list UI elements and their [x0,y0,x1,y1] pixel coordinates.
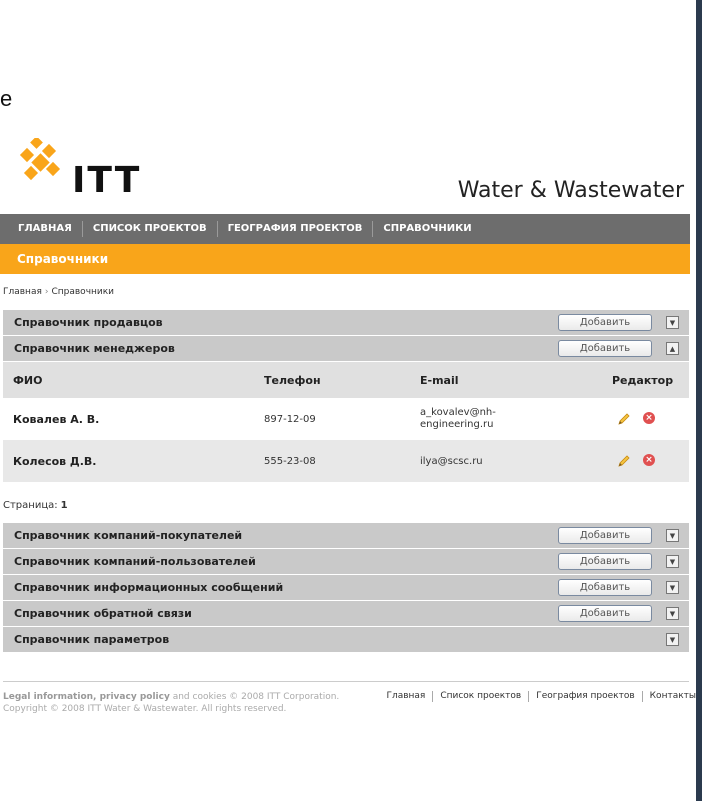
legal-text: and cookies © 2008 ITT Corporation. [172,692,340,702]
ref-row-users [3,549,689,574]
ref-row-parameters [3,627,689,652]
tagline: Water & Wastewater [457,178,684,203]
pager [3,500,68,511]
footer-link-projects[interactable]: Список проектов [433,691,529,702]
col-header-editor: Редактор [612,373,674,387]
expand-toggle-icon[interactable]: ▼ [666,581,679,594]
collapse-toggle-icon[interactable]: ▲ [666,342,679,355]
managers-table [3,362,689,482]
expand-toggle-icon[interactable]: ▼ [666,607,679,620]
add-button[interactable]: Добавить [558,340,652,357]
col-header-name: ФИО [13,373,43,387]
expand-toggle-icon[interactable]: ▼ [666,316,679,329]
footer-link-geography[interactable]: География проектов [529,691,642,702]
ref-title[interactable]: Справочник менеджеров [14,342,175,355]
cell-name: Ковалев А. В. [13,412,100,426]
expand-toggle-icon[interactable]: ▼ [666,555,679,568]
expand-toggle-icon[interactable]: ▼ [666,529,679,542]
col-header-phone: Телефон [264,373,321,387]
breadcrumb [3,287,114,297]
ref-row-sellers [3,310,689,335]
legal-link[interactable]: Legal information, privacy policy [3,692,170,702]
logo-text: ITT [72,160,142,201]
stray-character: e [0,86,13,111]
nav-item-projects[interactable]: СПИСОК ПРОЕКТОВ [83,221,218,237]
row-actions [612,454,689,468]
expand-toggle-icon[interactable]: ▼ [666,633,679,646]
add-button[interactable]: Добавить [558,553,652,570]
ref-title[interactable]: Справочник параметров [14,633,170,646]
breadcrumb-current: Справочники [51,287,115,297]
copyright-text: Copyright © 2008 ITT Water & Wastewater. All rights reserved. [3,704,287,714]
add-button[interactable]: Добавить [558,527,652,544]
footer-link-contacts[interactable]: Контакты [649,691,696,701]
col-header-email: E-mail [420,373,459,387]
section-title: Справочники [17,252,109,266]
footer-links [379,691,696,702]
table-header [3,362,689,398]
ref-row-messages [3,575,689,600]
nav-item-geography[interactable]: ГЕОГРАФИЯ ПРОЕКТОВ [218,221,374,237]
ref-row-feedback [3,601,689,626]
footer-link-home[interactable]: Главная [379,691,433,702]
add-button[interactable]: Добавить [558,579,652,596]
table-row [3,440,689,482]
site-header [0,130,690,212]
breadcrumb-home[interactable]: Главная [3,287,42,297]
nav-item-home[interactable]: ГЛАВНАЯ [8,221,83,237]
cell-phone: 555-23-08 [264,455,316,467]
add-button[interactable]: Добавить [558,605,652,622]
ref-row-buyers [3,523,689,548]
ref-title[interactable]: Справочник компаний-пользователей [14,555,256,568]
ref-title[interactable]: Справочник обратной связи [14,607,192,620]
footer-legal [3,691,363,715]
window-edge-bar [696,0,702,801]
pencil-icon[interactable] [617,454,631,468]
ref-title[interactable]: Справочник информационных сообщений [14,581,284,594]
ref-title[interactable]: Справочник компаний-покупателей [14,529,243,542]
ref-title[interactable]: Справочник продавцов [14,316,163,329]
table-row [3,398,689,440]
pager-label: Страница: [3,500,58,511]
row-actions [612,412,689,426]
delete-icon[interactable]: × [643,454,655,466]
ref-row-managers [3,336,689,361]
nav-item-references[interactable]: СПРАВОЧНИКИ [383,223,472,234]
cell-email: a_kovalev@nh- engineering.ru [420,407,496,430]
add-button[interactable]: Добавить [558,314,652,331]
itt-logo-icon [18,138,64,186]
main-nav [0,214,690,244]
cell-phone: 897-12-09 [264,413,316,425]
pencil-icon[interactable] [617,412,631,426]
pager-current-page: 1 [60,500,68,511]
breadcrumb-separator-icon: › [44,287,49,297]
section-title-bar [0,244,690,274]
cell-email: ilya@scsc.ru [420,455,483,467]
delete-icon[interactable]: × [643,412,655,424]
footer-divider [3,681,689,682]
cell-name: Колесов Д.В. [13,454,97,468]
